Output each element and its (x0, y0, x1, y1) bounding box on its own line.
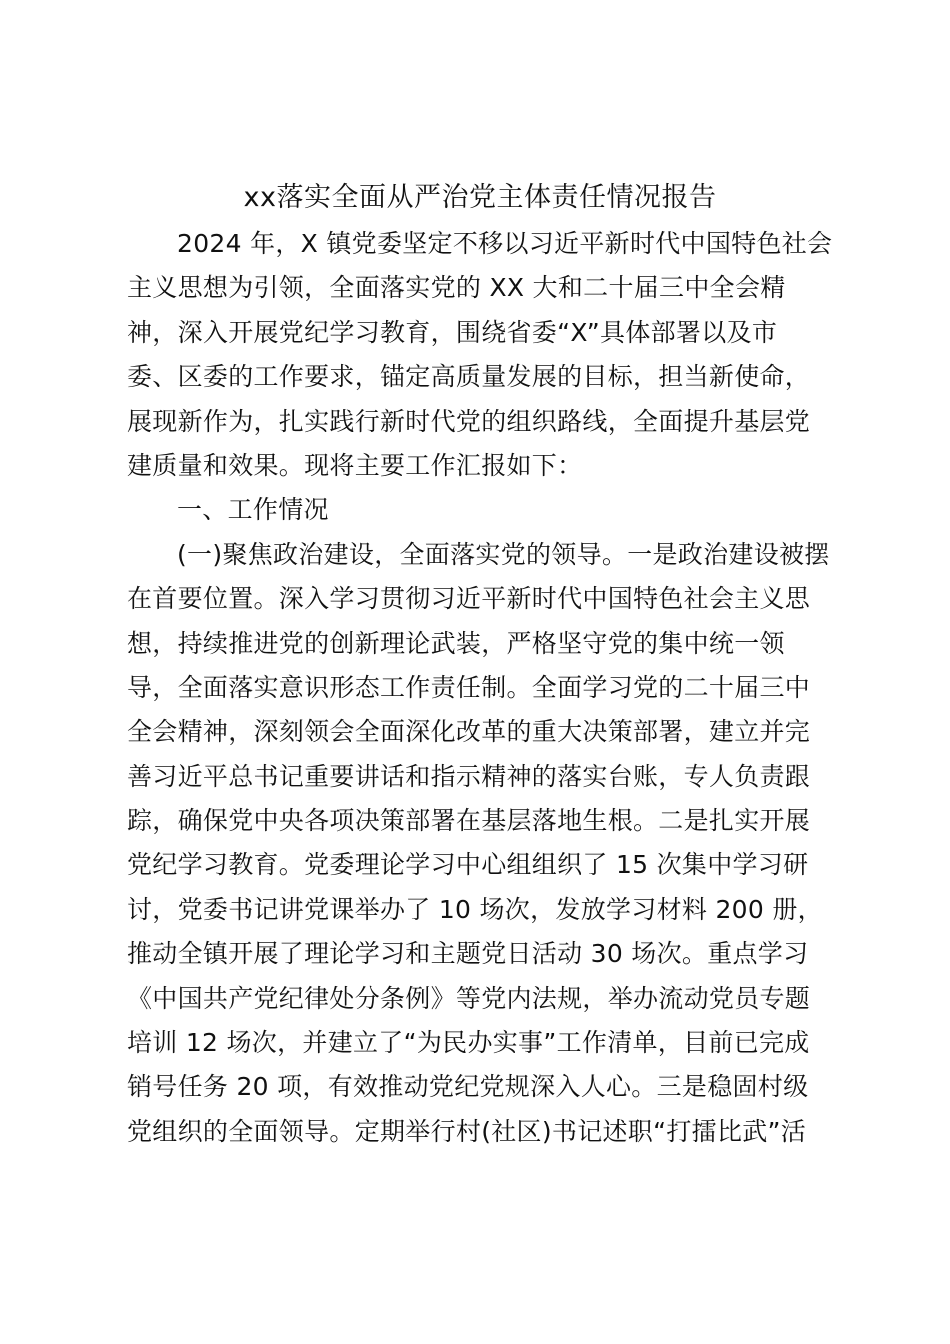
paragraph-line: 讨，党委书记讲党课举办了 10 场次，发放学习材料 200 册， (127, 894, 823, 924)
paragraph-line: 在首要位置。深入学习贯彻习近平新时代中国特色社会主义思 (127, 584, 811, 614)
paragraph-line: 想，持续推进党的创新理论武装，严格坚守党的集中统一领 (127, 628, 785, 658)
paragraph-line: 党组织的全面领导。定期举行村(社区)书记述职“打擂比武”活 (127, 1116, 807, 1146)
paragraph-line: 2024 年，X 镇党委坚定不移以习近平新时代中国特色社会 (177, 229, 833, 258)
paragraph-line: 培训 12 场次，并建立了“为民办实事”工作清单，目前已完成 (127, 1028, 810, 1058)
paragraph-line: 推动全镇开展了理论学习和主题党日活动 30 场次。重点学习 (127, 939, 809, 969)
paragraph-line: 全会精神，深刻领会全面深化改革的重大决策部署，建立并完 (127, 717, 811, 747)
paragraph-line: 展现新作为，扎实践行新时代党的组织路线，全面提升基层党 (127, 406, 811, 436)
paragraph-line: 导，全面落实意识形态工作责任制。全面学习党的二十届三中 (127, 672, 811, 702)
paragraph-line: 善习近平总书记重要讲话和指示精神的落实台账，专人负责跟 (127, 761, 811, 791)
section-heading: 一、工作情况 (177, 495, 329, 525)
paragraph-line: (一)聚焦政治建设，全面落实党的领导。一是政治建设被摆 (177, 539, 830, 569)
paragraph-line: 党纪学习教育。党委理论学习中心组组织了 15 次集中学习研 (127, 850, 809, 880)
paragraph-line: 建质量和效果。现将主要工作汇报如下： (127, 450, 583, 480)
paragraph-line: 《中国共产党纪律处分条例》等党内法规，举办流动党员专题 (127, 983, 811, 1013)
paragraph-line: 委、区委的工作要求，锚定高质量发展的目标，担当新使命， (127, 362, 811, 392)
paragraph-line: 踪，确保党中央各项决策部署在基层落地生根。二是扎实开展 (127, 806, 811, 836)
paragraph-line: 主义思想为引领，全面落实党的 XX 大和二十届三中全会精 (127, 273, 786, 303)
paragraph-line: 销号任务 20 项，有效推动党纪党规深入人心。三是稳固村级 (127, 1072, 809, 1102)
document-title: xx落实全面从严治党主体责任情况报告 (243, 182, 717, 213)
paragraph-line: 神，深入开展党纪学习教育，围绕省委“X”具体部署以及市 (127, 317, 778, 347)
document-body (127, 222, 833, 1154)
